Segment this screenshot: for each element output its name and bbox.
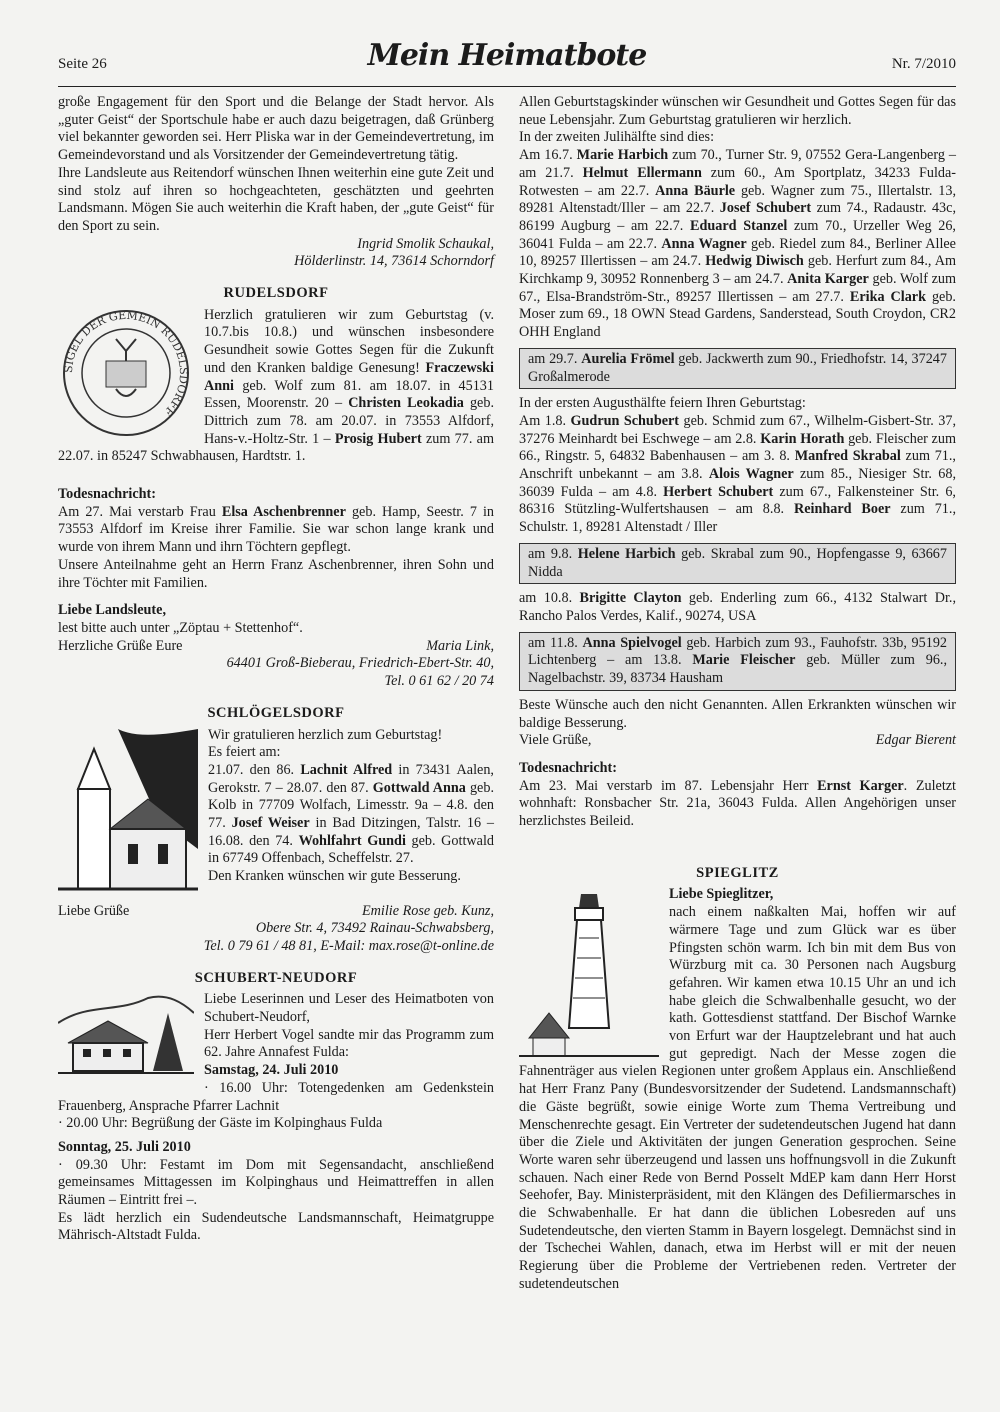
schubert-text: Herr Herbert Vogel sandte mir das Programm zum 62. Jahre Annafest Fulda:: [204, 1026, 494, 1061]
section-title-schloegelsdorf: SCHLÖGELSDORF: [207, 704, 345, 721]
highlight-box-3: am 11.8. Anna Spielvogel geb. Harbich zum 93., Fauhofstr. 33b, 95192 Lichtenberg – am 13.8. Marie Fleischer geb. Müller zum 96., Nagelbachstr. 39, 83734 Hausham: [519, 632, 956, 691]
death-text-2: Unsere Anteilnahme geht an Herrn Franz Aschenbrenner, ihren Sohn und ihre Töchter mit Familien.: [58, 556, 494, 591]
highlight-box-1: am 29.7. Aurelia Frömel geb. Jackwerth zum 90., Friedhofstr. 14, 37247 Großalmerode: [519, 348, 956, 389]
schloegelsdorf-intro: Wir gratulieren herzlich zum Geburtstag!: [208, 726, 443, 743]
schubert-date-2: Sonntag, 25. Juli 2010: [58, 1138, 191, 1155]
right-column: [519, 94, 956, 1294]
landsleute-greeting: Herzliche Grüße Eure Maria Link,: [58, 637, 494, 654]
birthday-august-list: Am 1.8. Gudrun Schubert geb. Schmid zum 67., Wilhelm-Gisbert-Str. 37, 37276 Meinhardt bei Eschwege – am 2.8. Karin Horath geb. Fleischer zum 66., Ringstr. 5, 64832 Babenhausen – am 3. 8. Manfred Skrabal zum 71., Anschrift unbekannt – am 3.8. Alois Wagner zum 85., Niesiger Str. 68, 36039 Fulda – am 4.8. Herbert Schubert zum 67., Falkensteiner Str. 6, 86316 Stützling-Wulfertshausen – am 8.8. Reinhard Boer zum 71., Schulstr. 1, 89281 Altenstadt / Iller: [519, 412, 957, 536]
tower-image: [519, 888, 659, 1060]
birthday-july-title: In der zweiten Julihälfte sind dies:: [519, 129, 715, 146]
schloegelsdorf-list: 21.07. den 86. Lachnit Alfred in 73431 Aalen, Gerokstr. 7 – 28.07. den 87. Gottwald Anna geb. Kolb in 77709 Wolfach, Limesstr. 9a – 4.8. den 77. Josef Weiser in Bad Ditzingen, Talstr. 16 – 16.08. den 74. Wohlfahrt Gundi geb. Gottwald in 67749 Offenbach, Scheffelstr. 27.: [208, 761, 494, 867]
intro-text-2: Ihre Landsleute aus Reitendorf wünschen Ihnen weiterhin eine gute Zeit und sind stolz auf ihren so hochgeachteten, geschätzten und geehrten Landsmann. Mögen Sie auch weiterhin die Kraft haben, der „gute Geist“ für den Sport zu sein.: [58, 164, 494, 234]
schubert-greeting: Liebe Leserinnen und Leser des Heimatboten von Schubert-Neudorf,: [204, 991, 494, 1026]
death-title: Todesnachricht:: [58, 486, 157, 503]
highlight-box-2: am 9.8. Helene Harbich geb. Skrabal zum 90., Hopfengasse 9, 63667 Nidda: [519, 543, 956, 584]
farmhouse-image: [58, 993, 194, 1079]
birthday-closing: Beste Wünsche auch den nicht Genannten. Allen Erkrankten wünschen wir baldige Besserung.: [519, 696, 956, 731]
section-title-rudelsdorf: RUDELSDORF: [223, 285, 329, 302]
seal-image: [58, 309, 194, 437]
right-death-text: Am 23. Mai verstarb im 87. Lebensjahr Herr Ernst Karger. Zuletzt wohnhaft: Ronsbacher Str. 21a, 36043 Fulda. Allen Angehörigen unser herzlichstes Beileid.: [519, 777, 956, 830]
section-title-schubert-neudorf: SCHUBERT-NEUDORF: [194, 969, 358, 986]
schubert-closing: Es lädt herzlich ein Sudendeutsche Landsmannschaft, Heimatgruppe Mährisch-Altstadt Fulda.: [58, 1209, 494, 1244]
birthday-july-list: Am 16.7. Marie Harbich zum 70., Turner Str. 9, 07552 Gera-Langenberg – am 21.7. Helmut Ellermann zum 60., Am Sportplatz, 34233 Fulda-Rotwesten – am 22.7. Anna Bäurle geb. Wagner zum 75., Illertalstr. 13, 89281 Altenstadt/Iller – am 22.7. Josef Schubert zum 74., Radaustr. 43c, 86199 Augburg – am 22.7. Eduard Stanzel zum 70., Urzeller Weg 26, 36041 Fulda – am 22.7. Anna Wagner geb. Riedel zum 84., Berliner Allee 10, 89257 Illertissen – am 24.7. Hedwig Diwisch geb. Herfurt zum 84., Am Kirchkamp 9, 30952 Ronnenberg 3 – am 24.7. Anita Karger geb. Wolf zum 67., Elsa-Brandström-Str., 89257 Illertissen – am 27.7. Erika Clark geb. Moser zum 69., 18 OWN Stead Gardens, Sanderstead, South Croydon, CR2 OHH England: [519, 147, 957, 341]
right-death-title: Todesnachricht:: [519, 759, 618, 776]
birthday-intro: Allen Geburtstagskinder wünschen wir Gesundheit und Gottes Segen für das neue Lebensjahr. Zum Geburtstag gratulieren wir herzlich.: [519, 94, 956, 128]
landsleute-signature: 64401 Groß-Bieberau, Friedrich-Ebert-Str. 40, Tel. 0 61 62 / 20 74: [226, 655, 494, 690]
schloegelsdorf-wish: Den Kranken wünschen wir gute Besserung.: [208, 868, 461, 885]
landsleute-text: lest bitte auch unter „Zöptau + Stettenhof“.: [58, 619, 303, 636]
spieglitz-salutation: Liebe Spieglitzer,: [669, 886, 774, 903]
rudelsdorf-text: Herzlich gratulieren wir zum Geburtstag (v. 10.7.bis 10.8.) und wünschen insbesondere Gesundheit sowie Gottes Segen für die Zukunft und den Kranken baldige Genesung! Fraczewski Anni geb. Wolf zum 81. am 18.07. in 45131 Essen, Moorenstr. 20 – Christen Leokadia geb. Dittrich zum 78. am 20.07. in 73553 Alfdorf, Hans-v.-Holtz-Str. 1 – Prosig Hubert zum 77. am 22.07. in 85247 Schwabhausen, Hardtstr. 1.: [58, 306, 495, 465]
issue-number: Nr. 7/2010: [891, 56, 956, 72]
church-image: [58, 729, 198, 901]
birthday-august-list-2: am 10.8. Brigitte Clayton geb. Enderling zum 66., 4132 Stalwart Dr., Rancho Palos Verdes, Kalif., 90274, USA: [519, 590, 956, 624]
death-text: Am 27. Mai verstarb Frau Elsa Aschenbrenner geb. Hamp, Seestr. 7 in 73553 Alfdorf im Kreise ihrer Familie. Sie war schon lange krank und wurde von ihrem Mann und ihrn Töchtern gepflegt.: [58, 503, 494, 556]
schubert-date-1: Samstag, 24. Juli 2010: [204, 1062, 339, 1079]
schubert-item-2: · 20.00 Uhr: Begrüßung der Gäste im Kolpinghaus Fulda: [58, 1115, 383, 1132]
schloegelsdorf-signature: Obere Str. 4, 73492 Rainau-Schwabsberg, Tel. 0 79 61 / 48 81, E-Mail: max.rose@t-online.de: [203, 920, 494, 954]
spieglitz-text: nach einem naßkalten Mai, hoffen wir auf wärmere Tage und zum Glück war es über Pfingsten schön warm. Ich bin mit dem Bus von Würzburg mit ca. 30 Personen nach Augsburg gefahren. Wir kamen etwa 10.15 Uhr an und ich habe gleich die Schwalbenhalle gesucht, wo der kath. Gottesdienst stattfand. Der Bischof Warnke von Erfurt war der Hauptzelebrant und hat auch gut gepredigt. Nach der Messe zogen die Fahnenträger aus vielen Regionen unter großem Applaus ein. Anschließend hat Herr Franz Pany (Bundesvorsitzender der Sudetend. Landsmannschaft) die Gäste begrüßt, sowie einige Worte zum Thema Vertreibung und Menschenrechte gesagt. Ein Vertreter der sudetendeutschen Jugend hat dann über die Ziele und Aktivitäten der jungen Generation gesprochen. Seine Worte waren sehr überzeugend und lassen uns hoffnungsvoll in die Zukunft schauen. Nach einer Rede von Bernd Posselt MdEP kam dann Herr Horst Seehofer, Bay. Ministerpräsident, mit den Klängen des Defiliermarsches in die Schwabenhalle. Er hat dann die üblichen Lobesreden auf uns Sudetendeutsche, den vierten Stamm in Bayern losgelegt. Demnächst sind in der Tschechei Wahlen, danach, etwa im Herbst will er mit der neuen Regierung über die Probleme der Vertriebenen reden. Vertreter der sudetendeutschen: [519, 904, 956, 1292]
page-number: Seite 26: [58, 56, 107, 72]
masthead: Mein Heimatbote: [367, 38, 647, 73]
birthday-signature: Viele Grüße, Edgar Bierent: [519, 732, 956, 749]
section-title-spieglitz: SPIEGLITZ: [696, 864, 779, 881]
landsleute-title: Liebe Landsleute,: [58, 602, 166, 619]
intro-signature: Ingrid Smolik Schaukal, Hölderlinstr. 14, 73614 Schorndorf: [294, 235, 494, 270]
schubert-item-3: · 09.30 Uhr: Festamt im Dom mit Segensandacht, anschließend gemeinsames Mittagessen im Kolpinghaus und Heimattreffen in allen Räumen – Eintritt frei –.: [58, 1156, 494, 1209]
header-rule: [58, 86, 956, 87]
left-column: [58, 94, 494, 1245]
schloegelsdorf-greeting: Liebe Grüße Emilie Rose geb. Kunz,: [58, 902, 494, 919]
intro-text: große Engagement für den Sport und die Belange der Stadt hervor. Als „guter Geist“ der Sportschule habe er auch dazu beigetragen, daß Grünberg viel bekannter geworden sei. Herr Pliska war in der Gemeindevertretung, im Gemeindevorstand und als Vorsitzender der Gemeindevertretung tätig.: [58, 94, 494, 164]
seal-legend: SIGEL DER GEMEIN RUDELSDORFF: [61, 308, 191, 419]
schloegelsdorf-intro-2: Es feiert am:: [208, 744, 281, 761]
schubert-item-1: · 16.00 Uhr: Totengedenken am Gedenkstein Frauenberg, Ansprache Pfarrer Lachnit: [58, 1079, 494, 1114]
page-header: [58, 38, 956, 88]
birthday-august-title: In der ersten Augusthälfte feiern Ihren Geburtstag:: [519, 395, 806, 412]
